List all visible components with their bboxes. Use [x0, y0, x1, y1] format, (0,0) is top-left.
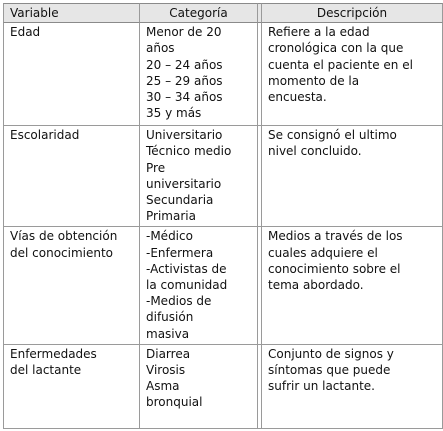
cell-line: Escolaridad — [10, 128, 80, 143]
cell-line: Asma — [146, 379, 180, 394]
cell-variable — [3, 126, 140, 227]
cell-line: conocimiento sobre el — [268, 261, 401, 276]
table-row — [3, 345, 443, 429]
cell-line: la comunidad — [146, 278, 228, 293]
cell-line: cuales adquiere el — [268, 245, 378, 260]
cell-line: años — [146, 41, 175, 56]
cell-line: -Enfermera — [146, 245, 214, 260]
cell-categoria — [140, 227, 258, 344]
cell-line: masiva — [146, 326, 190, 341]
cell-line: cronológica con la que — [268, 41, 404, 56]
cell-line: Medios a través de los — [268, 229, 403, 244]
cell-line: 35 y más — [146, 106, 202, 121]
header-categoria: Categoría — [140, 3, 258, 23]
cell-line: del conocimiento — [10, 245, 114, 260]
cell-line: Secundaria — [146, 193, 214, 208]
cell-line: síntomas que puede — [268, 363, 391, 378]
cell-line: -Activistas de — [146, 261, 227, 276]
cell-line: -Medios de — [146, 294, 212, 309]
cell-variable — [3, 227, 140, 344]
cell-line: tema abordado. — [268, 278, 364, 293]
cell-descripcion — [262, 227, 443, 344]
cell-descripcion — [262, 23, 443, 126]
cell-line: universitario — [146, 176, 222, 191]
table-row — [3, 227, 443, 344]
cell-line: 20 – 24 años — [146, 57, 223, 72]
cell-line: Menor de 20 — [146, 25, 222, 40]
cell-line: 25 – 29 años — [146, 73, 223, 88]
cell-line: momento de la — [268, 73, 360, 88]
cell-line: Universitario — [146, 128, 223, 143]
cell-descripcion — [262, 345, 443, 429]
cell-line: Diarrea — [146, 346, 191, 361]
table-header-row — [3, 3, 443, 23]
variables-table — [3, 3, 443, 429]
table-row — [3, 126, 443, 227]
cell-line: sufrir un lactante. — [268, 379, 375, 394]
cell-descripcion — [262, 126, 443, 227]
cell-line: nivel concluido. — [268, 144, 362, 159]
cell-line: Refiere a la edad — [268, 25, 370, 40]
cell-line: Vías de obtención — [10, 229, 118, 244]
cell-variable — [3, 23, 140, 126]
cell-line: Se consignó el ultimo — [268, 128, 397, 143]
cell-line: Pre — [146, 160, 166, 175]
cell-line: cuenta el paciente en el — [268, 57, 413, 72]
cell-line: Técnico medio — [146, 144, 232, 159]
header-variable: Variable — [3, 3, 140, 23]
header-descripcion: Descripción — [262, 3, 443, 23]
cell-categoria — [140, 23, 258, 126]
cell-line: Primaria — [146, 209, 196, 224]
cell-categoria — [140, 345, 258, 429]
cell-line: Edad — [10, 25, 41, 40]
cell-line: Conjunto de signos y — [268, 346, 394, 361]
cell-line: 30 – 34 años — [146, 90, 223, 105]
cell-line: Virosis — [146, 363, 186, 378]
cell-line: encuesta. — [268, 90, 327, 105]
cell-line: -Médico — [146, 229, 193, 244]
cell-line: bronquial — [146, 395, 203, 410]
cell-line: del lactante — [10, 363, 82, 378]
table-row — [3, 23, 443, 126]
cell-line: difusión — [146, 310, 194, 325]
cell-line: Enfermedades — [10, 346, 97, 361]
cell-categoria — [140, 126, 258, 227]
cell-variable — [3, 345, 140, 429]
